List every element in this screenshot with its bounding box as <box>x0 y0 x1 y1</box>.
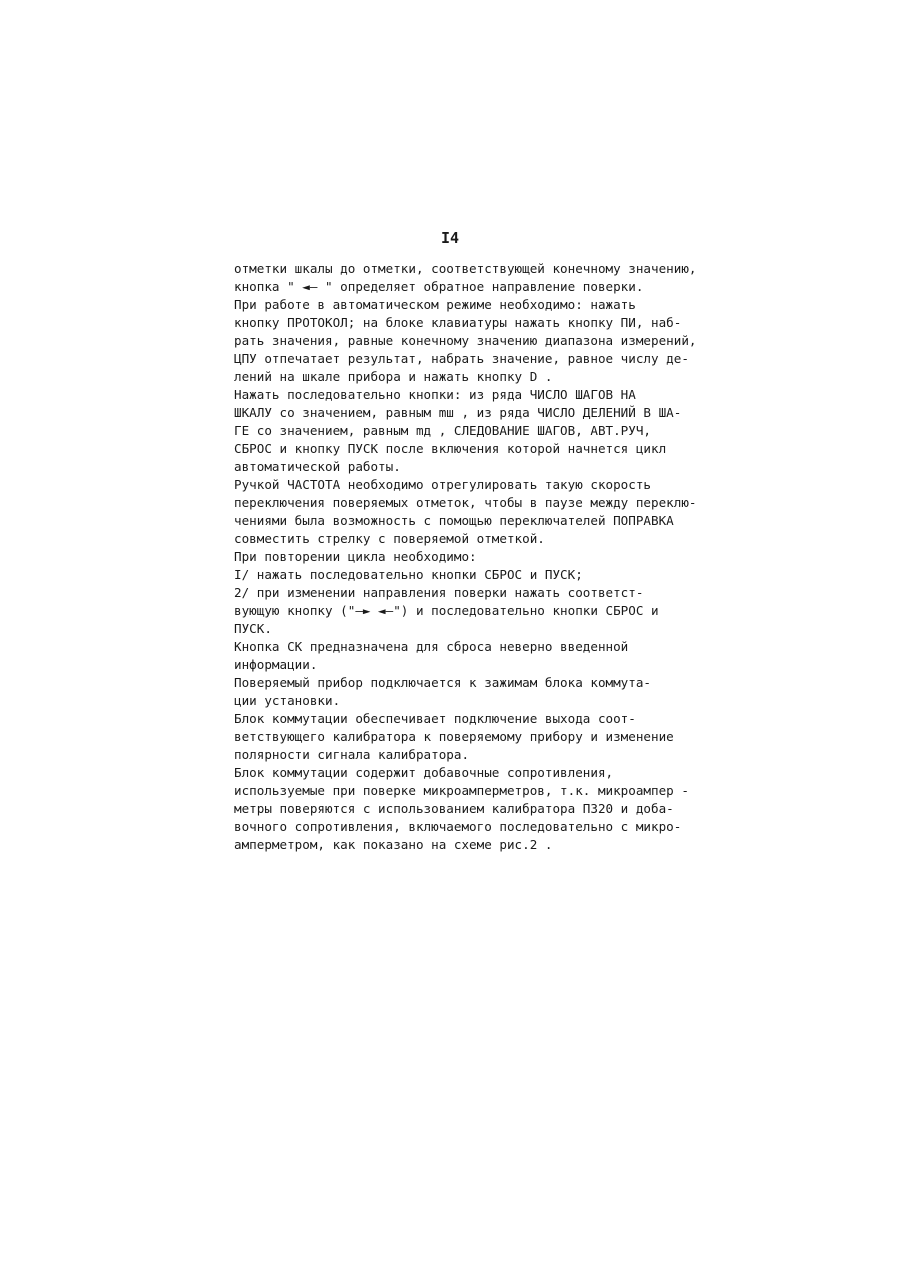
text-line: совместить стрелку с поверяемой отметкой. <box>234 531 545 546</box>
text-line: При повторении цикла необходимо: <box>234 549 477 564</box>
text-line: Ручкой ЧАСТОТА необходимо отрегулировать такую скорость <box>234 477 652 492</box>
text-line: вочного сопротивления, включаемого последовательно с микро- <box>234 819 682 834</box>
text-line: 2/ при изменении направления поверки нажать соответст- <box>234 585 644 600</box>
text-line: отметки шкалы до отметки, соответствующей конечному значению, <box>234 261 697 276</box>
text-line: При работе в автоматическом режиме необходимо: нажать <box>234 297 636 312</box>
text-line: Кнопка СК предназначена для сброса неверно введенной <box>234 639 629 654</box>
text-line: Блок коммутации содержит добавочные сопротивления, <box>234 765 614 780</box>
text-line: рать значения, равные конечному значению диапазона измерений, <box>234 333 697 348</box>
text-line: полярности сигнала калибратора. <box>234 747 470 762</box>
text-line: I/ нажать последовательно кнопки СБРОС и ПУСК; <box>234 567 583 582</box>
text-line: ветствующего калибратора к поверяемому прибору и изменение <box>234 729 674 744</box>
text-line: кнопка " ◄— " определяет обратное направление поверки. <box>234 279 644 294</box>
text-line: ЦПУ отпечатает результат, набрать значение, равное числу де- <box>234 351 689 366</box>
text-line: чениями была возможность с помощью переключателей ПОПРАВКА <box>234 513 674 528</box>
text-line: кнопку ПРОТОКОЛ; на блоке клавиатуры нажать кнопку ПИ, наб- <box>234 315 682 330</box>
text-line: автоматической работы. <box>234 459 401 474</box>
text-line: информации. <box>234 657 318 672</box>
text-line: амперметром, как показано на схеме рис.2 . <box>234 837 553 852</box>
text-line: Нажать последовательно кнопки: из ряда ЧИСЛО ШАГОВ НА <box>234 387 636 402</box>
text-line: Блок коммутации обеспечивает подключение выхода соот- <box>234 711 636 726</box>
text-line: метры поверяются с использованием калибратора П320 и доба- <box>234 801 674 816</box>
text-line: ГЕ со значением, равным mд , СЛЕДОВАНИЕ ШАГОВ, АВТ.РУЧ, <box>234 423 652 438</box>
page-number: I4 <box>440 229 460 247</box>
body-text <box>234 260 697 854</box>
text-line: СБРОС и кнопку ПУСК после включения которой начнется цикл <box>234 441 667 456</box>
text-line: ШКАЛУ со значением, равным mш , из ряда ЧИСЛО ДЕЛЕНИЙ В ША- <box>234 405 682 420</box>
text-line: используемые при поверке микроамперметров, т.к. микроампер - <box>234 783 689 798</box>
text-line: переключения поверяемых отметок, чтобы в паузе между переклю- <box>234 495 697 510</box>
text-line: Поверяемый прибор подключается к зажимам блока коммута- <box>234 675 652 690</box>
text-line: ции установки. <box>234 693 341 708</box>
text-line: ПУСК. <box>234 621 272 636</box>
text-line: лений на шкале прибора и нажать кнопку D . <box>234 369 553 384</box>
text-line: вующую кнопку ("—► ◄—") и последовательно кнопки СБРОС и <box>234 603 659 618</box>
